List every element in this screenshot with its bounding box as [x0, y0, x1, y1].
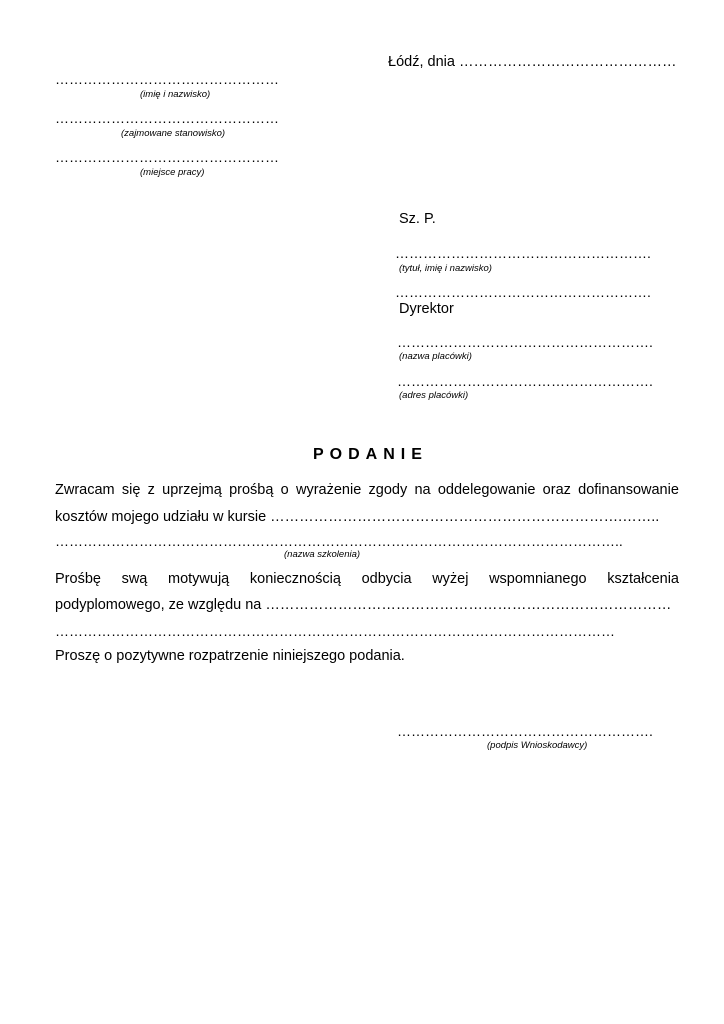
sender-position-caption: (zajmowane stanowisko) — [121, 128, 226, 139]
body-line4-word: kształcenia — [607, 571, 679, 587]
recipient-title-name-line: ………………………………………………. — [395, 245, 651, 261]
recipient-salutation: Sz. P. — [399, 211, 436, 227]
body-line-5: podyplomowego, ze względu na ………………………………………………………………………… — [55, 597, 672, 613]
body-line4-word: koniecznością — [249, 571, 341, 587]
body-line1-word: się — [121, 482, 141, 498]
sender-workplace-line: ………………………………………… — [55, 149, 279, 165]
body-line1-word: o — [280, 482, 289, 498]
body-line1-word: wyrażenie — [295, 482, 362, 498]
body-line1-word: prośbą — [229, 482, 274, 498]
sender-name-caption: (imię i nazwisko) — [140, 89, 211, 100]
body-line-1 — [55, 482, 679, 498]
body-line-3: ………………………………………………………………………………………………………….. — [55, 533, 623, 549]
body-line1-word: uprzejmą — [162, 482, 222, 498]
body-line-6: ………………………………………………………………………………………………………… — [55, 623, 615, 639]
signature-caption: (podpis Wnioskodawcy) — [487, 740, 588, 751]
body-line1-word: oddelegowanie — [437, 482, 536, 498]
body-line-4 — [55, 571, 679, 587]
sender-workplace-caption: (miejsce pracy) — [140, 167, 205, 178]
recipient-role-line: ………………………………………………. — [395, 284, 651, 300]
recipient-address-caption: (adres placówki) — [399, 390, 469, 401]
body-line1-word: dofinansowanie — [578, 482, 679, 498]
body-line1-word: na — [414, 482, 431, 498]
body-line-2: kosztów mojego udziału w kursie ……………………………………………………………….…….. — [55, 509, 660, 525]
body-line1-word: Zwracam — [55, 482, 115, 498]
sender-name-line: ………………………………………… — [55, 71, 279, 87]
sender-position-line: ………………………………………… — [55, 110, 279, 126]
training-caption: (nazwa szkolenia) — [284, 549, 361, 560]
body-line1-word: oraz — [542, 482, 571, 498]
closing-sentence: Proszę o pozytywne rozpatrzenie niniejszego podania. — [55, 648, 405, 664]
body-line4-word: swą — [121, 571, 148, 587]
body-line4-word: motywują — [168, 571, 230, 587]
document-title: PODANIE — [313, 446, 428, 463]
body-line4-word: wyżej — [432, 571, 469, 587]
recipient-institution-caption: (nazwa placówki) — [399, 351, 472, 362]
recipient-institution-line: ………………………………………………. — [397, 334, 653, 350]
place-date: Łódź, dnia ……………………………………… — [388, 54, 677, 70]
body-line4-word: Prośbę — [55, 571, 101, 587]
recipient-address-line: ………………………………………………. — [397, 373, 653, 389]
body-line4-word: wspomnianego — [489, 571, 587, 587]
body-line1-word: z — [147, 482, 155, 498]
body-line1-word: zgody — [368, 482, 408, 498]
recipient-title-name-caption: (tytuł, imię i nazwisko) — [399, 263, 492, 274]
recipient-role: Dyrektor — [399, 301, 454, 317]
signature-line: ………………………………………………. — [397, 723, 653, 739]
body-line4-word: odbycia — [361, 571, 412, 587]
